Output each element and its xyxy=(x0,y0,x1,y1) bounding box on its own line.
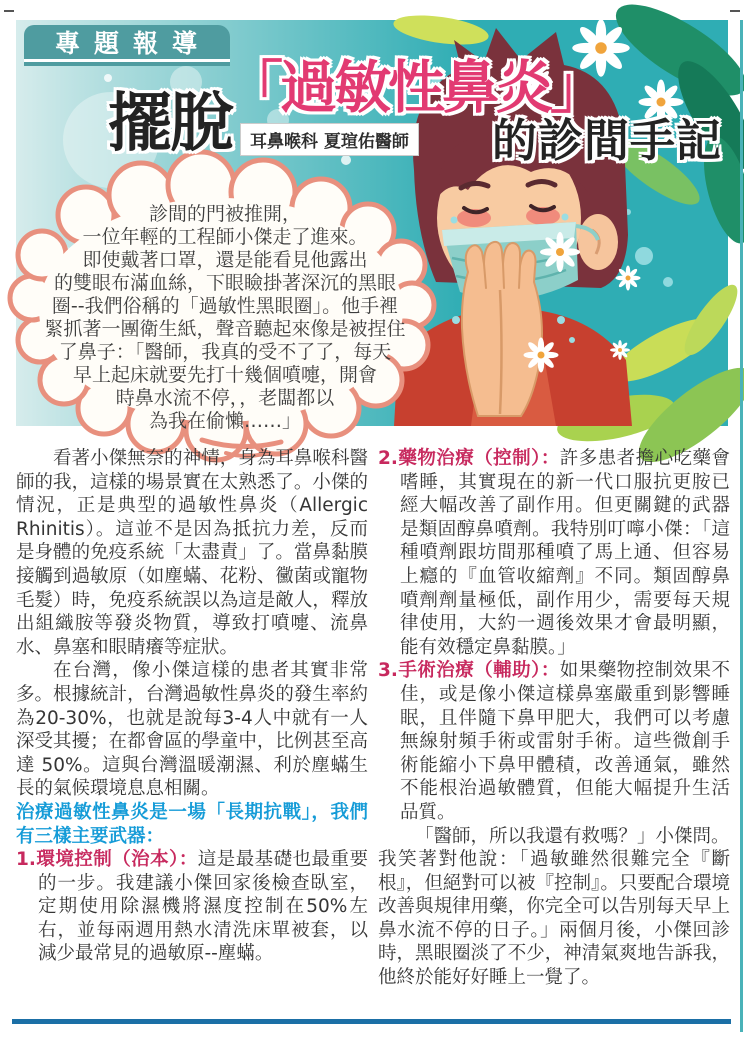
treatment-item-3-text: 如果藥物控制效果不佳，或是像小傑這樣鼻塞嚴重到影響睡眠，且伴隨下鼻甲肥大，我們可以考慮無線射頻手術或雷射手術。這些微創手術能縮小下鼻甲體積，改善通氣，雖然不能根治過敏體質，但能大幅提升生活品質。 xyxy=(400,660,730,823)
treatment-item-3 xyxy=(378,659,730,824)
treatment-item-3-label: 3.手術治療（輔助）： xyxy=(378,660,560,682)
page-title-highlight: 「過敏性鼻炎」 xyxy=(226,55,604,121)
paragraph-statistics: 在台灣，像小傑這樣的患者其實非常多。根據統計，台灣過敏性鼻炎的發生率約為20-30%，也就是說每3-4人中就有一人深受其擾；在都會區的學童中，比例甚至高達 50%。這與台灣溫暖潮濕、利於塵蟎生長的氣候環境息息相關。 xyxy=(16,660,368,800)
bubble-line: 的雙眼布滿血絲，下眼瞼掛著深沉的黑眼 xyxy=(53,272,396,294)
section-badge: 專題報導 xyxy=(24,25,230,59)
author-byline: 耳鼻喉科 夏瑄佑醫師 xyxy=(240,123,419,156)
bubble-line: 緊抓著一團衛生紙，聲音聽起來像是被捏住 xyxy=(44,318,406,340)
bubble-line: 為我在偷懶……」 xyxy=(148,410,301,432)
page-title-suffix: 的診間手記 xyxy=(492,114,723,167)
treatment-item-1-label: 1.環境控制（治本）： xyxy=(16,849,198,871)
bubble-line: 早上起床就要先打十幾個噴嚏，開會 xyxy=(72,364,377,386)
bubble-line: 時鼻水流不停，，老闆都以 xyxy=(115,387,335,409)
paragraph-closing: 我笑著對他說：「過敏雖然很難完全『斷根』，但絕對可以被『控制』。只要配合環境改善與規律用藥，你完全可以告別每天早上鼻水流不停的日子。」兩個月後，小傑回診時，黑眼圈淡了不少，神清氣爽地告訴我，他終於能好好睡上一覺了。 xyxy=(378,849,730,989)
article-column-right xyxy=(378,447,730,990)
paragraph-intro: 看著小傑無奈的神情，身為耳鼻喉科醫師的我，這樣的場景實在太熟悉了。小傑的情況，正是典型的過敏性鼻炎（Allergic Rhinitis）。這並不是因為抵抗力差，反而是身體的免疫系統「太盡責」了。當鼻黏膜接觸到過敏原（如塵蟎、花粉、黴菌或寵物毛髮）時，免疫系統誤以為這是敵人，釋放出組織胺等發炎物質，導致打噴嚏、流鼻水、鼻塞和眼睛癢等症狀。 xyxy=(16,448,368,658)
paragraph-question: 「醫師，所以我還有救嗎？」小傑問。 xyxy=(415,825,730,847)
crop-mark xyxy=(4,10,14,12)
article-column-left xyxy=(16,447,368,966)
bubble-line: 圈--我們俗稱的「過敏性黑眼圈」。他手裡 xyxy=(51,295,399,317)
treatment-item-1-text: 這是最基礎也最重要的一步。我建議小傑回家後檢查臥室，定期使用除濕機將濕度控制在50%左右，並每兩週用熱水清洗床單被套，以減少最常見的過敏原--塵蟎。 xyxy=(38,849,368,965)
badge-underline-teal xyxy=(24,62,230,66)
treatment-item-2-label: 2.藥物治療（控制）： xyxy=(378,448,560,469)
treatment-item-2-text: 許多患者擔心吃藥會嗜睡，其實現在的新一代口服抗更胺已經大幅改善了副作用。但更關鍵的武器是類固醇鼻噴劑。我特別叮嚀小傑：「這種噴劑跟坊間那種噴了馬上通、但容易上癮的『血管收縮劑』不同。類固醇鼻噴劑劑量極低，副作用少，需要每天規律使用，大約一週後效果才會最明顯，能有效穩定鼻黏膜。」 xyxy=(400,448,730,658)
page-title-prefix: 擺脫 xyxy=(108,87,232,161)
footer-rule xyxy=(12,1019,731,1024)
treatment-heading: 治療過敏性鼻炎是一場「長期抗戰」，我們有三樣主要武器： xyxy=(16,801,368,847)
speech-bubble xyxy=(38,203,412,433)
bubble-line: 診間的門被推開， xyxy=(148,203,301,225)
treatment-item-2 xyxy=(378,447,730,659)
page-edge-line xyxy=(740,20,743,1032)
treatment-item-1 xyxy=(16,848,368,966)
bubble-line: 即使戴著口罩，還是能看見他露出 xyxy=(82,249,368,271)
crop-mark xyxy=(730,10,740,12)
bubble-line: 了鼻子：「醫師，我真的受不了了，每天 xyxy=(58,341,392,363)
bubble-line: 一位年輕的工程師小傑走了進來。 xyxy=(82,226,368,248)
